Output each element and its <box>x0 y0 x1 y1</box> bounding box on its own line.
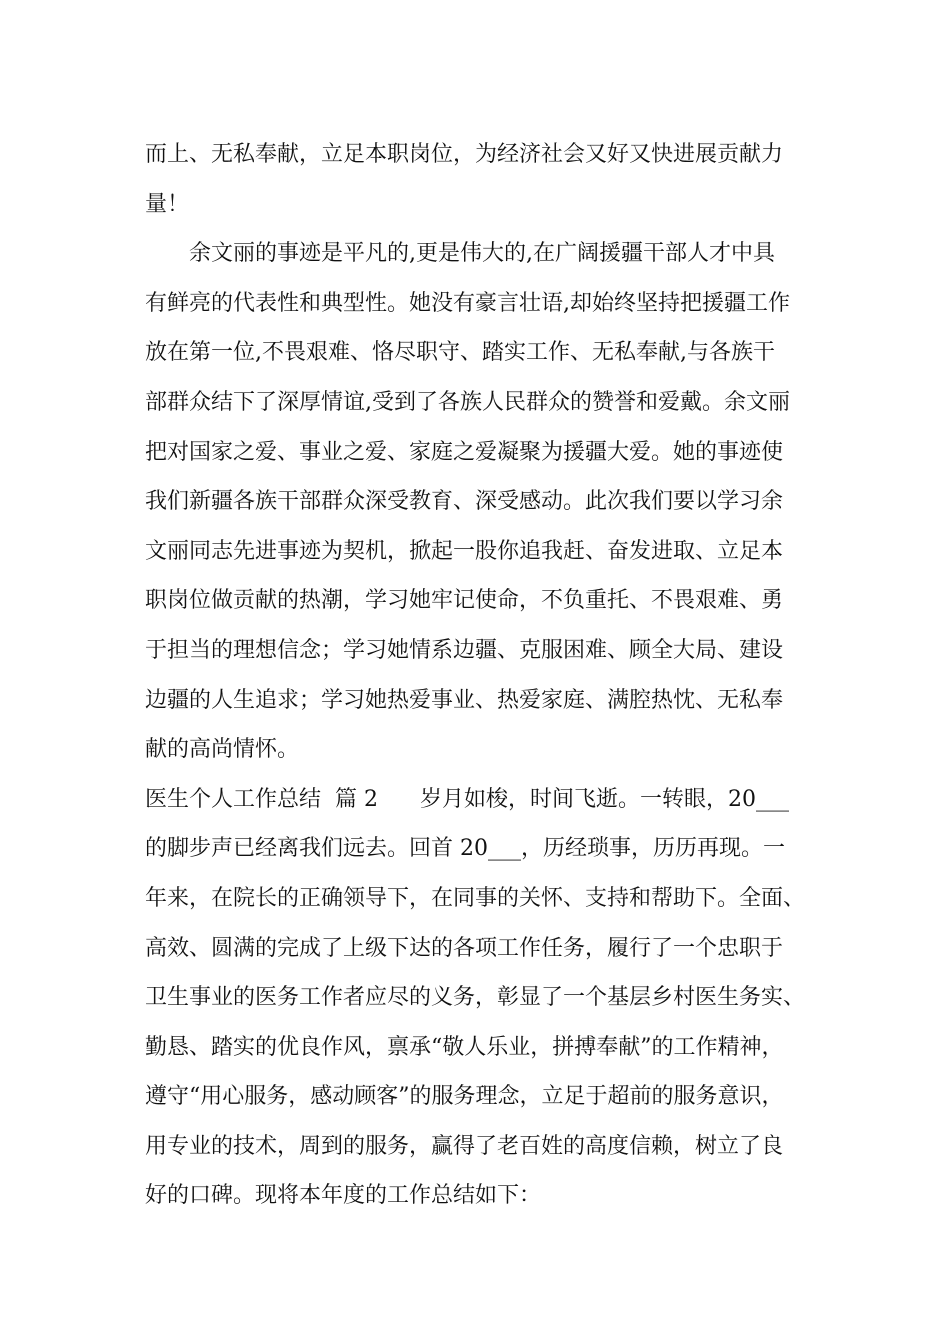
text-line: 有鲜亮的代表性和典型性。她没有豪言壮语,却始终坚持把援疆工作 <box>145 290 790 316</box>
text-line: 高效、圆满的完成了上级下达的各项工作任务，履行了一个忠职于 <box>145 935 784 961</box>
text-line: 职岗位做贡献的热潮，学习她牢记使命，不负重托、不畏艰难、勇 <box>145 588 784 614</box>
text-line: 年来，在院长的正确领导下，在同事的关怀、支持和帮助下。全面、 <box>145 885 806 911</box>
text-line: 的脚步声已经离我们远去。回首 20___，历经琐事，历历再现。一 <box>145 836 785 862</box>
text-line: 遵守“用心服务，感动顾客”的服务理念，立足于超前的服务意识， <box>145 1084 784 1110</box>
text-line: 文丽同志先进事迹为契机，掀起一股你追我赶、奋发进取、立足本 <box>145 538 784 564</box>
text-line: 献的高尚情怀。 <box>145 737 300 763</box>
text-line: 好的口碑。现将本年度的工作总结如下： <box>145 1183 542 1209</box>
text-line: 量！ <box>145 191 190 217</box>
section-number: 篇 2 <box>335 786 379 812</box>
text-line: 用专业的技术，周到的服务，赢得了老百姓的高度信赖，树立了良 <box>145 1133 784 1159</box>
text-line: 部群众结下了深厚情谊,受到了各族人民群众的赞誉和爱戴。余文丽 <box>145 389 790 415</box>
text-line: 勤恳、踏实的优良作风，禀承“敬人乐业，拼搏奉献”的工作精神， <box>145 1034 784 1060</box>
section-first-text: 岁月如梭，时间飞逝。一转眼，20___ <box>420 786 790 812</box>
text-line: 卫生事业的医务工作者应尽的义务，彰显了一个基层乡村医生务实、 <box>145 985 806 1011</box>
section-heading-line <box>145 775 805 825</box>
text-line: 于担当的理想信念；学习她情系边疆、克服困难、顾全大局、建设 <box>145 637 784 663</box>
text-line: 把对国家之爱、事业之爱、家庭之爱凝聚为援疆大爱。她的事迹使 <box>145 439 784 465</box>
paragraph-start-line: 余文丽的事迹是平凡的,更是伟大的,在广阔援疆干部人才中具 <box>189 241 775 267</box>
text-line: 放在第一位,不畏艰难、恪尽职守、踏实工作、无私奉献,与各族干 <box>145 340 775 366</box>
section-title: 医生个人工作总结 <box>145 786 322 812</box>
text-line: 边疆的人生追求；学习她热爱事业、热爱家庭、满腔热忱、无私奉 <box>145 687 784 713</box>
text-line: 而上、无私奉献，立足本职岗位，为经济社会又好又快进展贡献力 <box>145 142 784 167</box>
document-body <box>145 130 805 1221</box>
text-line: 我们新疆各族干部群众深受教育、深受感动。此次我们要以学习余 <box>145 489 784 515</box>
